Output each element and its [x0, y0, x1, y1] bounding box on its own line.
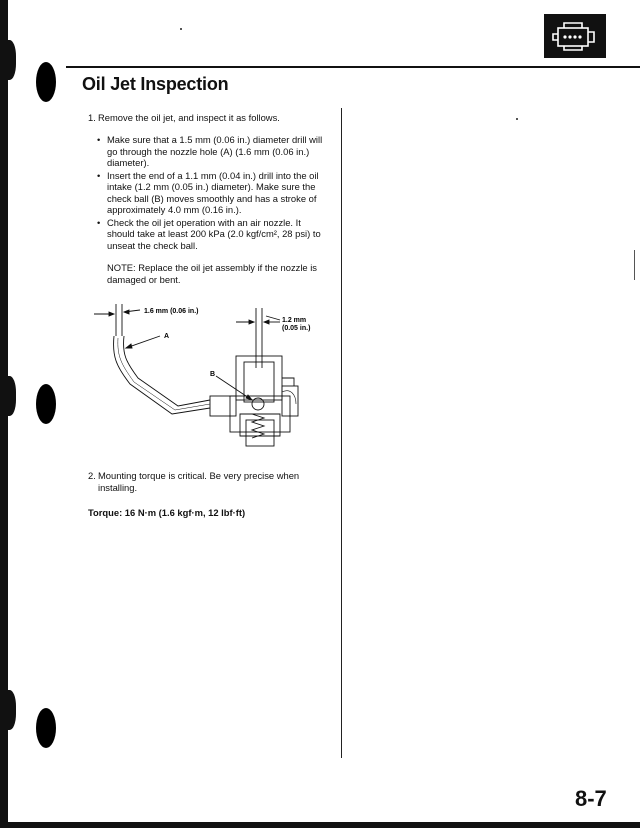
- step-text: Mounting torque is critical. Be very precise when installing.: [98, 470, 300, 493]
- page-number: 8-7: [575, 786, 607, 811]
- callout-a-label: A: [164, 333, 170, 340]
- punch-hole: [36, 384, 56, 424]
- note-text: NOTE: Replace the oil jet assembly if the nozzle is damaged or bent.: [107, 262, 317, 285]
- nozzle-dimension-label: 1.6 mm (0.06 in.): [144, 308, 199, 315]
- step-number: 2.: [88, 470, 96, 481]
- torque-spec: Torque: 16 N·m (1.6 kgf·m, 12 lbf·ft): [88, 507, 246, 518]
- list-item: • Make sure that a 1.5 mm (0.06 in.) diameter drill will go through the nozzle hole (A) (1.6 mm (0.06 in.) diameter).: [95, 134, 330, 169]
- scan-speck: [516, 118, 518, 120]
- scan-speck: [180, 28, 182, 30]
- punch-hole: [36, 62, 56, 102]
- scan-speck: [634, 250, 635, 280]
- binding-notch: [0, 40, 16, 80]
- page-bottom-edge: [0, 822, 640, 828]
- binding-notch: [0, 690, 16, 730]
- step-text: Remove the oil jet, and inspect it as follows.: [98, 112, 280, 123]
- intake-dimension-label-imperial: (0.05 in.): [282, 325, 311, 332]
- step-number: 1.: [88, 112, 96, 123]
- engine-icon: [544, 14, 606, 58]
- intake-dimension-label: 1.2 mm: [282, 317, 307, 324]
- list-item: • Insert the end of a 1.1 mm (0.04 in.) drill into the oil intake (1.2 mm (0.05 in.) diameter). Make sure the check ball (B) moves smoothly and has a stroke of approximately 4.0 mm (0.16 in.).: [95, 170, 330, 216]
- callout-b-label: B: [210, 371, 216, 378]
- oil-jet-diagram: [90, 296, 330, 462]
- list-item: • Check the oil jet operation with an air nozzle. It should take at least 200 kPa (2.0 kgf/cm², 28 psi) to unseat the check ball.: [95, 217, 330, 252]
- page-title: Oil Jet Inspection: [82, 74, 229, 94]
- header-rule: [66, 66, 640, 68]
- binding-notch: [0, 376, 16, 416]
- column-divider: [341, 108, 342, 758]
- punch-hole: [36, 708, 56, 748]
- inspection-bullet-list: [95, 134, 330, 252]
